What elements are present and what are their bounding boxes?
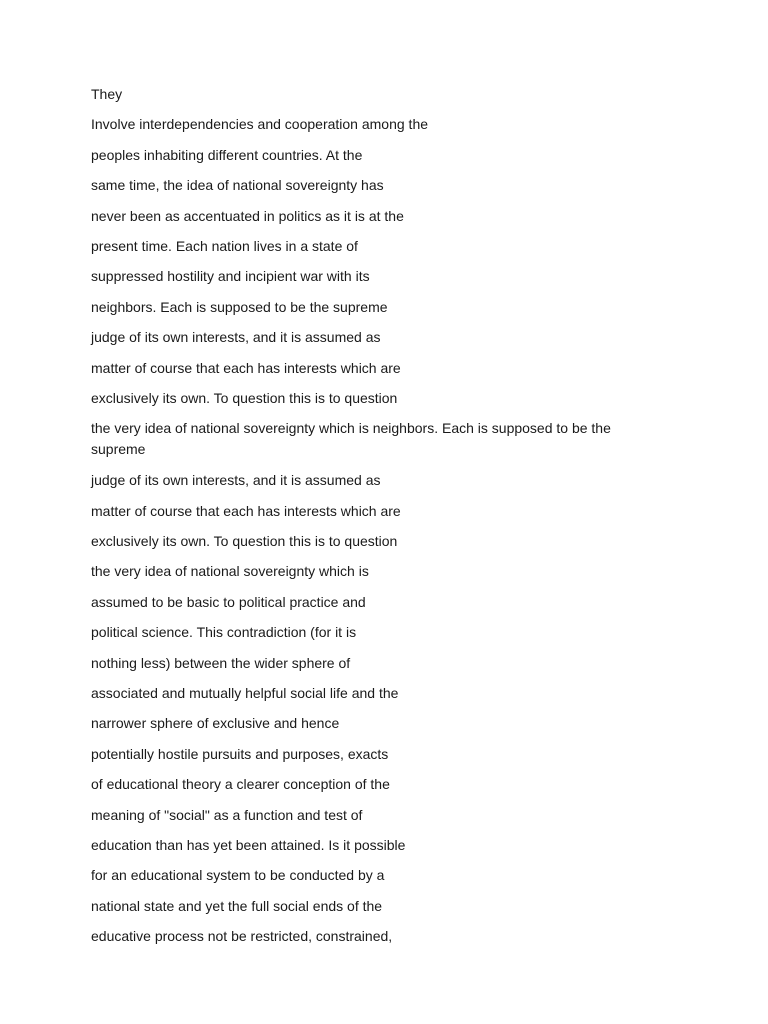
text-line: peoples inhabiting different countries. At the	[91, 146, 363, 163]
text-line: narrower sphere of exclusive and hence	[91, 715, 340, 732]
text-line: assumed to be basic to political practice and	[91, 593, 366, 610]
text-line: the very idea of national sovereignty which is neighbors. Each is supposed to be the supreme	[91, 420, 611, 458]
text-line: education than has yet been attained. Is it possible	[91, 836, 406, 853]
text-line: meaning of "social" as a function and test of	[91, 806, 363, 823]
text-line: matter of course that each has interests which are	[91, 359, 401, 376]
text-line: same time, the idea of national sovereignty has	[91, 177, 384, 194]
text-line: the very idea of national sovereignty which is	[91, 563, 369, 580]
text-line: political science. This contradiction (for it is	[91, 624, 357, 641]
document-body	[91, 84, 651, 957]
text-line: never been as accentuated in politics as it is at the	[91, 207, 404, 224]
text-line: They	[91, 86, 123, 102]
text-line: judge of its own interests, and it is assumed as	[91, 329, 381, 346]
text-line: matter of course that each has interests which are	[91, 502, 401, 519]
text-line: for an educational system to be conducted by a	[91, 867, 385, 884]
text-line: Involve interdependencies and cooperation among the	[91, 116, 429, 133]
text-line: potentially hostile pursuits and purposes, exacts	[91, 745, 389, 762]
text-line: judge of its own interests, and it is assumed as	[91, 472, 381, 489]
text-line: educative process not be restricted, constrained,	[91, 928, 393, 945]
text-line: of educational theory a clearer conception of the	[91, 776, 390, 793]
text-line: neighbors. Each is supposed to be the supreme	[91, 298, 388, 315]
text-line: suppressed hostility and incipient war with its	[91, 268, 370, 285]
text-line: nothing less) between the wider sphere of	[91, 654, 351, 671]
text-line: national state and yet the full social ends of the	[91, 897, 383, 914]
text-line: exclusively its own. To question this is to question	[91, 389, 398, 406]
text-line: exclusively its own. To question this is to question	[91, 533, 398, 550]
text-line: present time. Each nation lives in a state of	[91, 237, 358, 254]
text-line: associated and mutually helpful social life and the	[91, 685, 399, 702]
